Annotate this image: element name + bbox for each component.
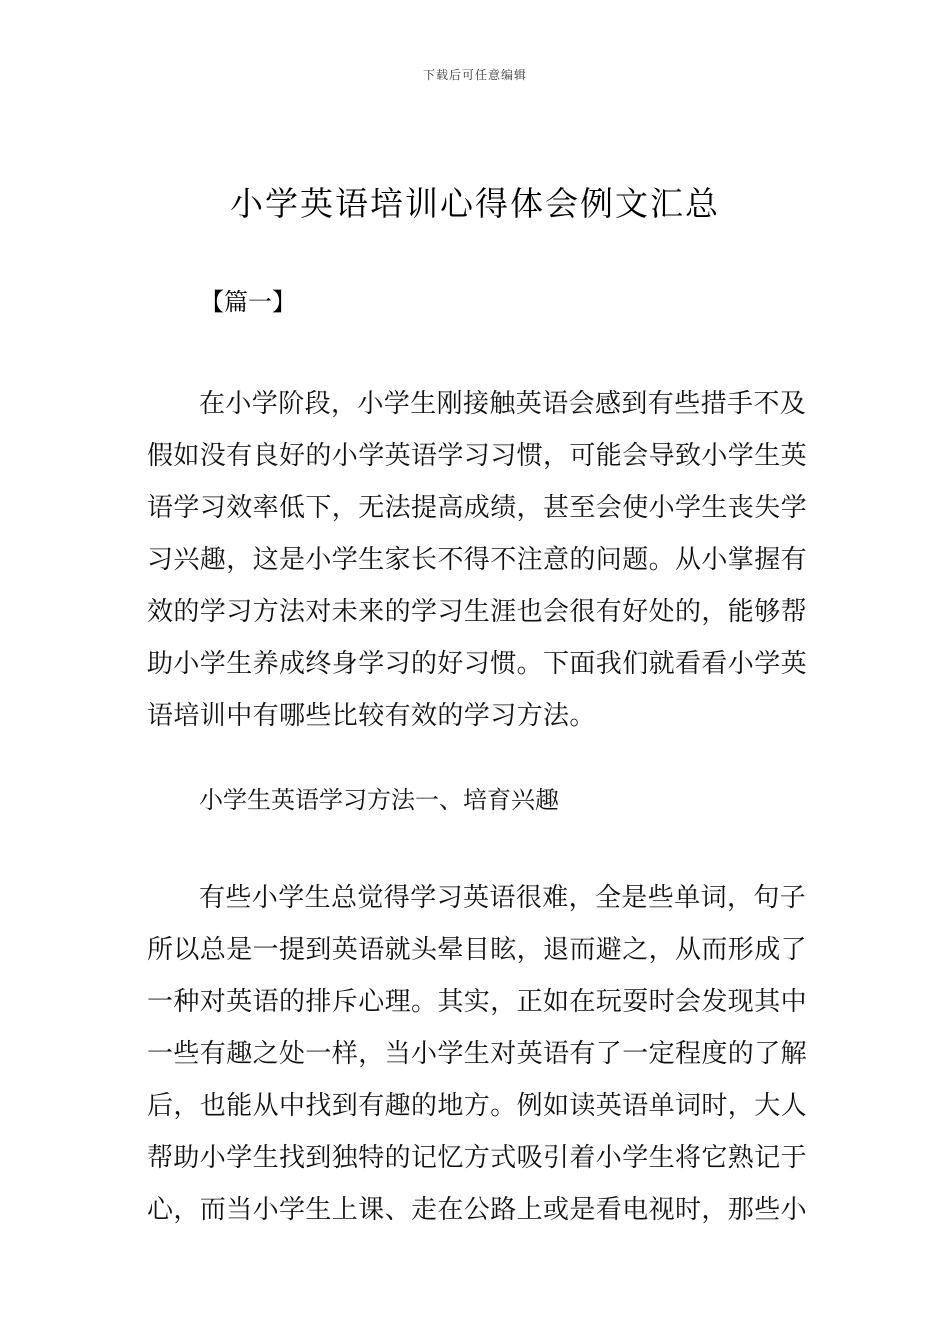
paragraph-line: 语培训中有哪些比较有效的学习方法。 xyxy=(147,701,596,731)
paragraph-line: 所以总是一提到英语就头晕目眩，退而避之，从而形成了 xyxy=(147,935,808,965)
paragraph-line: 假如没有良好的小学英语学习习惯，可能会导致小学生英 xyxy=(147,441,808,471)
subheading: 小学生英语学习方法一、培育兴趣 xyxy=(199,786,559,814)
paragraph-2 xyxy=(147,872,807,1236)
paragraph-line: 后，也能从中找到有趣的地方。例如读英语单词时，大人 xyxy=(147,1091,808,1121)
paragraph-line: 心，而当小学生上课、走在公路上或是看电视时，那些小 xyxy=(147,1195,808,1225)
paragraph-line: 在小学阶段，小学生刚接触英语会感到有些措手不及 xyxy=(199,389,807,419)
paragraph-line: 效的学习方法对未来的学习生涯也会很有好处的，能够帮 xyxy=(147,597,808,627)
document-title: 小学英语培训心得体会例文汇总 xyxy=(230,184,720,223)
header-note: 下载后可任意编辑 xyxy=(422,68,527,82)
paragraph-line: 一些有趣之处一样，当小学生对英语有了一定程度的了解 xyxy=(147,1039,808,1069)
paragraph-line: 一种对英语的排斥心理。其实，正如在玩耍时会发现其中 xyxy=(147,987,808,1017)
paragraph-line: 有些小学生总觉得学习英语很难，全是些单词，句子 xyxy=(199,883,807,913)
paragraph-line: 帮助小学生找到独特的记忆方式吸引着小学生将它熟记于 xyxy=(147,1143,808,1173)
section-label: 【篇一】 xyxy=(200,288,296,316)
paragraph-1 xyxy=(147,378,807,742)
paragraph-line: 助小学生养成终身学习的好习惯。下面我们就看看小学英 xyxy=(147,649,808,679)
paragraph-line: 语学习效率低下，无法提高成绩，甚至会使小学生丧失学 xyxy=(147,493,808,523)
paragraph-line: 习兴趣，这是小学生家长不得不注意的问题。从小掌握有 xyxy=(147,545,808,575)
